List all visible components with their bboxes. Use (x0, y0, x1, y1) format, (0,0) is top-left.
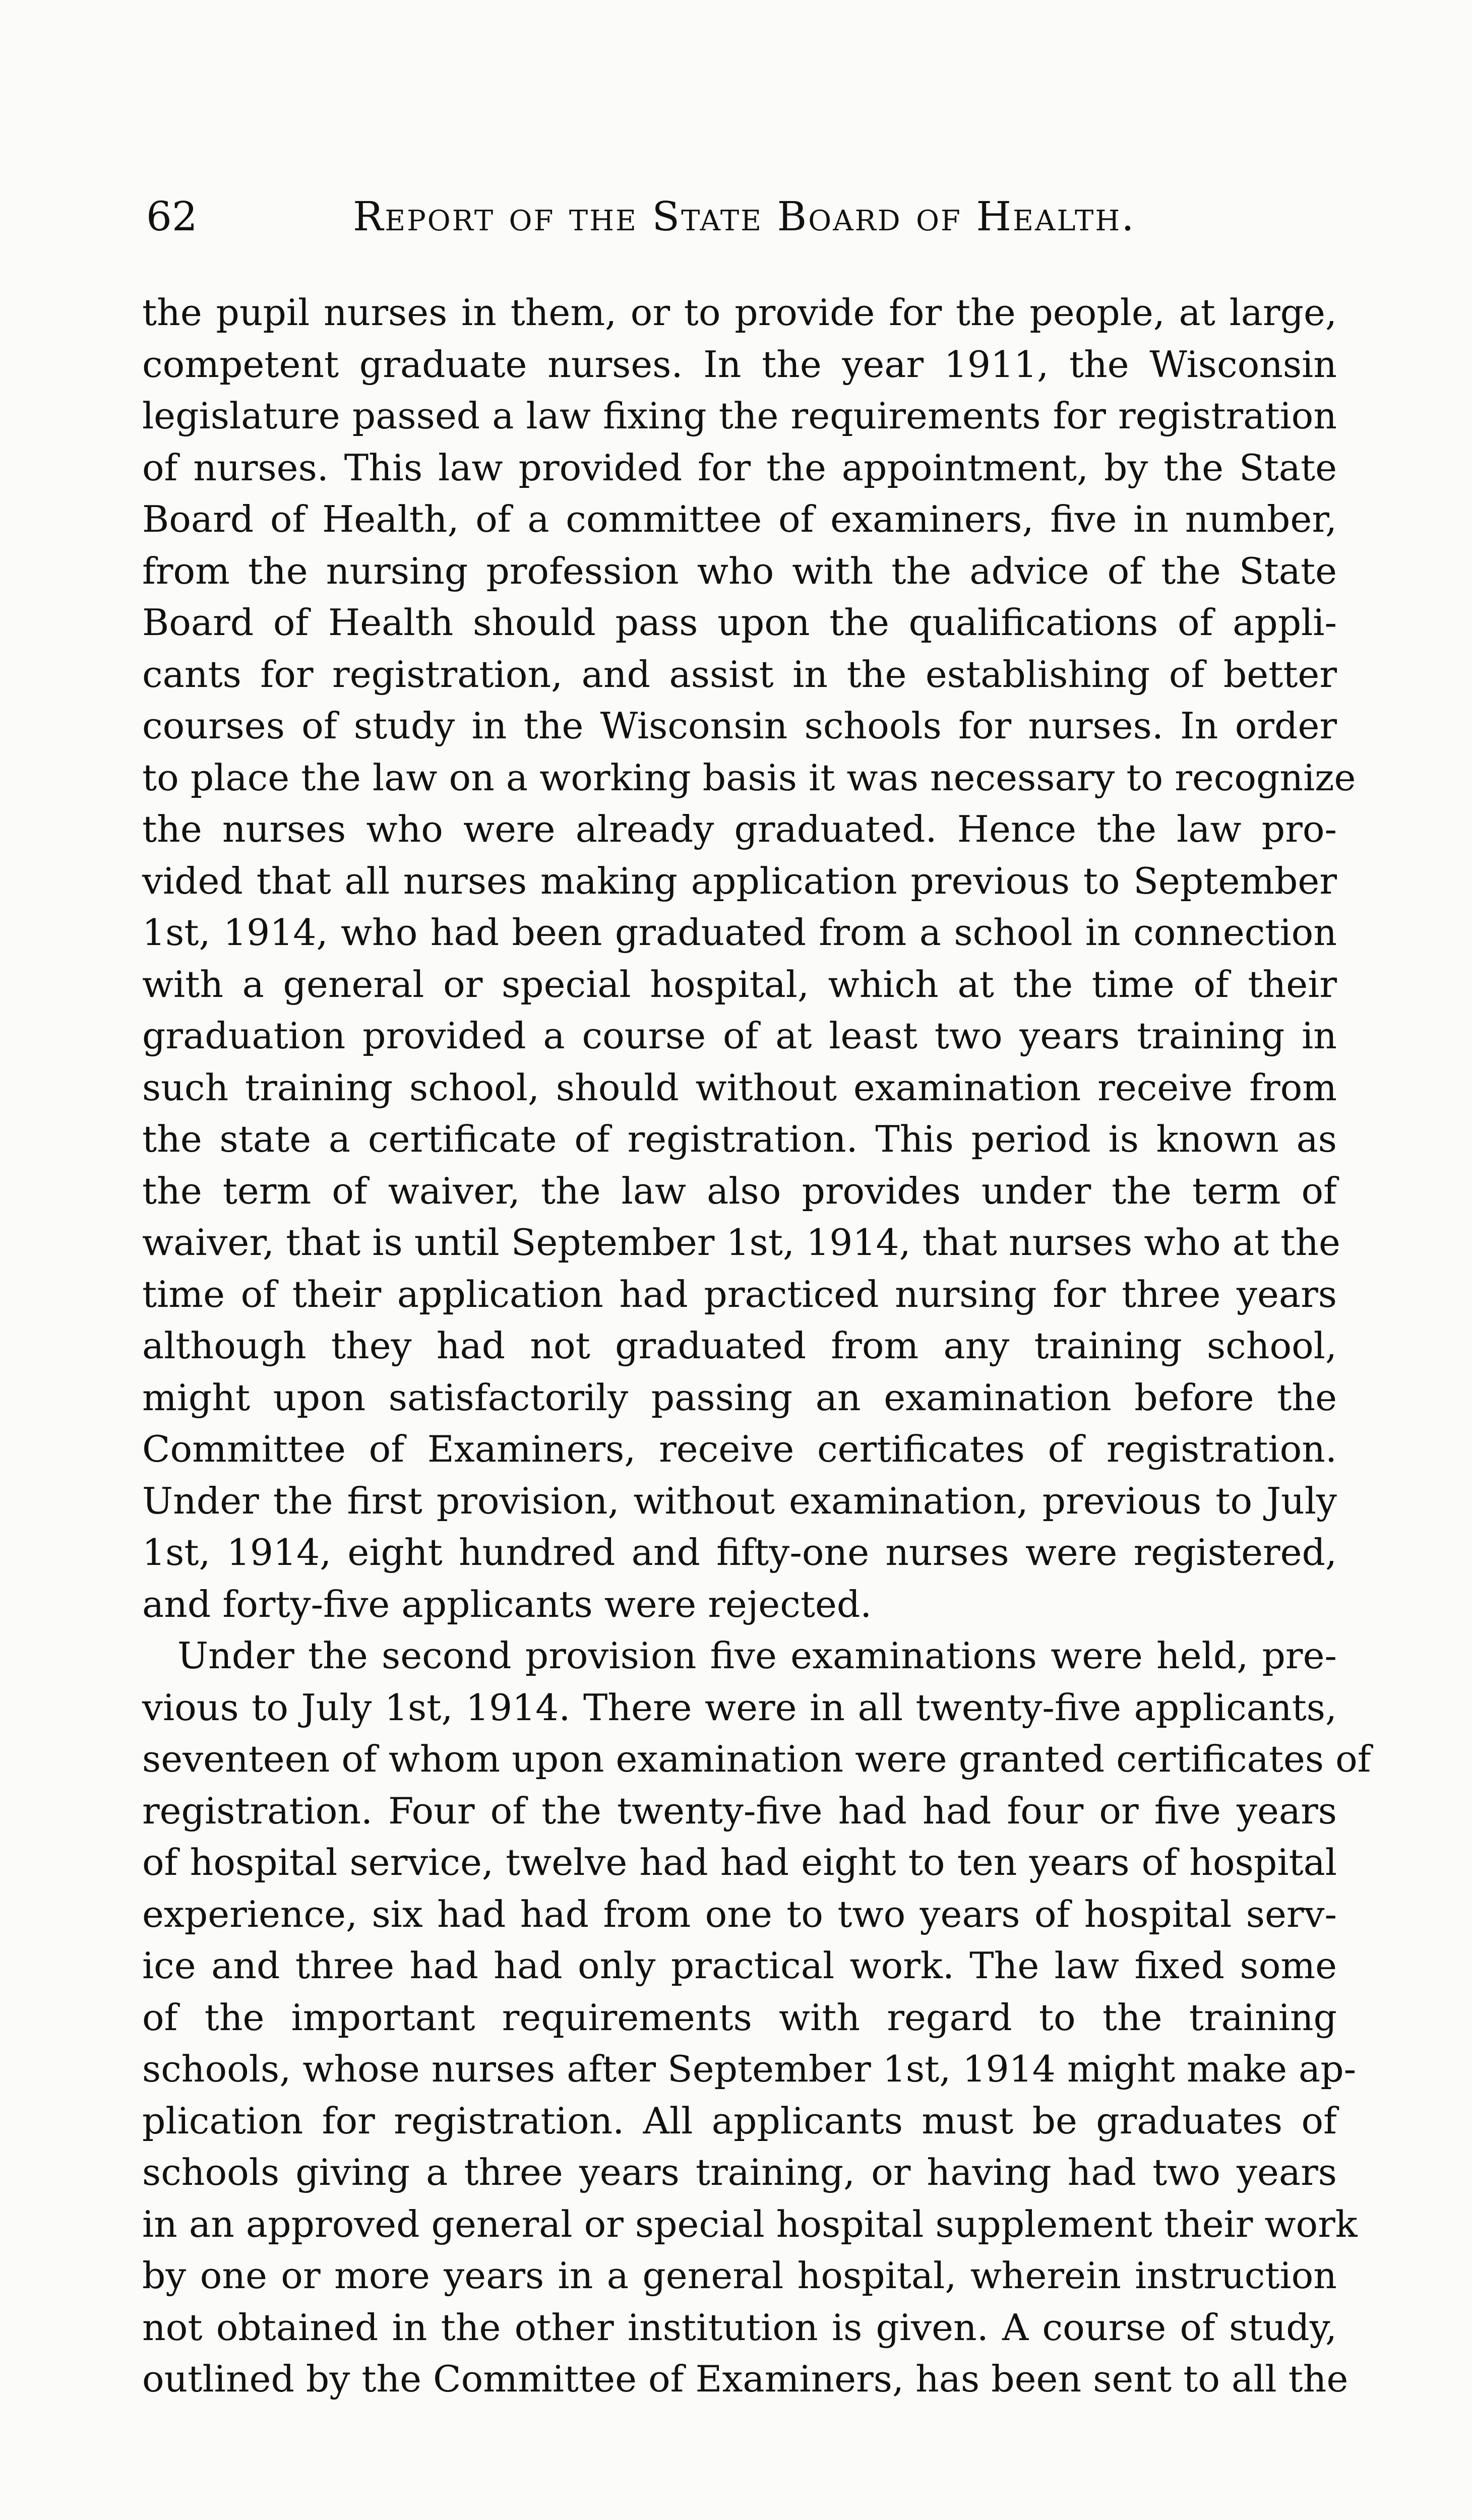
text-line: 1st, 1914, eight hundred and fifty-one nurses were registered, (142, 1532, 1337, 1574)
text-line: vious to July 1st, 1914. There were in all twenty-five applicants, (142, 1686, 1337, 1729)
text-line: seventeen of whom upon examination were granted certificates of (142, 1738, 1371, 1781)
running-header (146, 192, 1341, 252)
text-line: of the important requirements with regard to the training (142, 1996, 1337, 2039)
running-title: Report of the State Board of Health. (353, 193, 1136, 240)
text-line: waiver, that is until September 1st, 1914, that nurses who at the (142, 1222, 1340, 1264)
text-line: 1st, 1914, who had been graduated from a school in connection (142, 912, 1337, 954)
text-line: such training school, should without examination receive from (142, 1066, 1337, 1109)
text-line: to place the law on a working basis it was necessary to recognize (142, 757, 1356, 799)
text-line: of nurses. This law provided for the appointment, by the State (142, 447, 1337, 489)
text-line: plication for registration. All applicants must be graduates of (142, 2100, 1337, 2143)
text-line: Board of Health, of a committee of examiners, five in number, (142, 498, 1337, 541)
text-line: with a general or special hospital, which at the time of their (142, 963, 1337, 1006)
text-line: from the nursing profession who with the advice of the State (142, 550, 1337, 593)
text-line: the term of waiver, the law also provides under the term of (142, 1170, 1337, 1213)
text-line: although they had not graduated from any training school, (142, 1325, 1337, 1367)
text-line: might upon satisfactorily passing an examination before the (142, 1376, 1337, 1419)
text-line: Under the second provision five examinations were held, pre- (177, 1635, 1337, 1677)
text-line: Under the first provision, without examination, previous to July (142, 1480, 1337, 1523)
page-number: 62 (146, 193, 198, 240)
text-line: not obtained in the other institution is given. A course of study, (142, 2306, 1337, 2349)
text-line: legislature passed a law fixing the requirements for registration (142, 395, 1337, 437)
text-line: competent graduate nurses. In the year 1911, the Wisconsin (142, 343, 1337, 386)
text-line: time of their application had practiced nursing for three years (142, 1273, 1337, 1316)
text-line: graduation provided a course of at least two years training in (142, 1015, 1337, 1057)
text-line: in an approved general or special hospital supplement their work (142, 2203, 1358, 2246)
text-line: vided that all nurses making application previous to September (142, 860, 1337, 903)
text-line: Board of Health should pass upon the qualifications of appli- (142, 602, 1337, 644)
text-line: cants for registration, and assist in the establishing of better (142, 653, 1337, 696)
text-line: schools, whose nurses after September 1st, 1914 might make ap- (142, 2048, 1357, 2091)
body-text (142, 287, 1371, 2406)
text-line: ice and three had had only practical work. The law fixed some (142, 1945, 1337, 1987)
text-line: the state a certificate of registration. This period is known as (142, 1118, 1337, 1161)
text-line: schools giving a three years training, or having had two years (142, 2152, 1337, 2194)
text-line: by one or more years in a general hospital, wherein instruction (142, 2255, 1337, 2297)
text-line: courses of study in the Wisconsin schools for nurses. In order (142, 705, 1337, 747)
text-line: the pupil nurses in them, or to provide for the people, at large, (142, 292, 1337, 334)
text-line: and forty-five applicants were rejected. (142, 1583, 872, 1626)
text-line: experience, six had had from one to two years of hospital serv- (142, 1893, 1337, 1936)
text-line: outlined by the Committee of Examiners, has been sent to all the (142, 2358, 1348, 2401)
text-line: Committee of Examiners, receive certificates of registration. (142, 1428, 1337, 1471)
text-line: the nurses who were already graduated. Hence the law pro- (142, 808, 1337, 851)
text-line: of hospital service, twelve had had eight to ten years of hospital (142, 1842, 1337, 1884)
text-line: registration. Four of the twenty-five had had four or five years (142, 1790, 1337, 1833)
